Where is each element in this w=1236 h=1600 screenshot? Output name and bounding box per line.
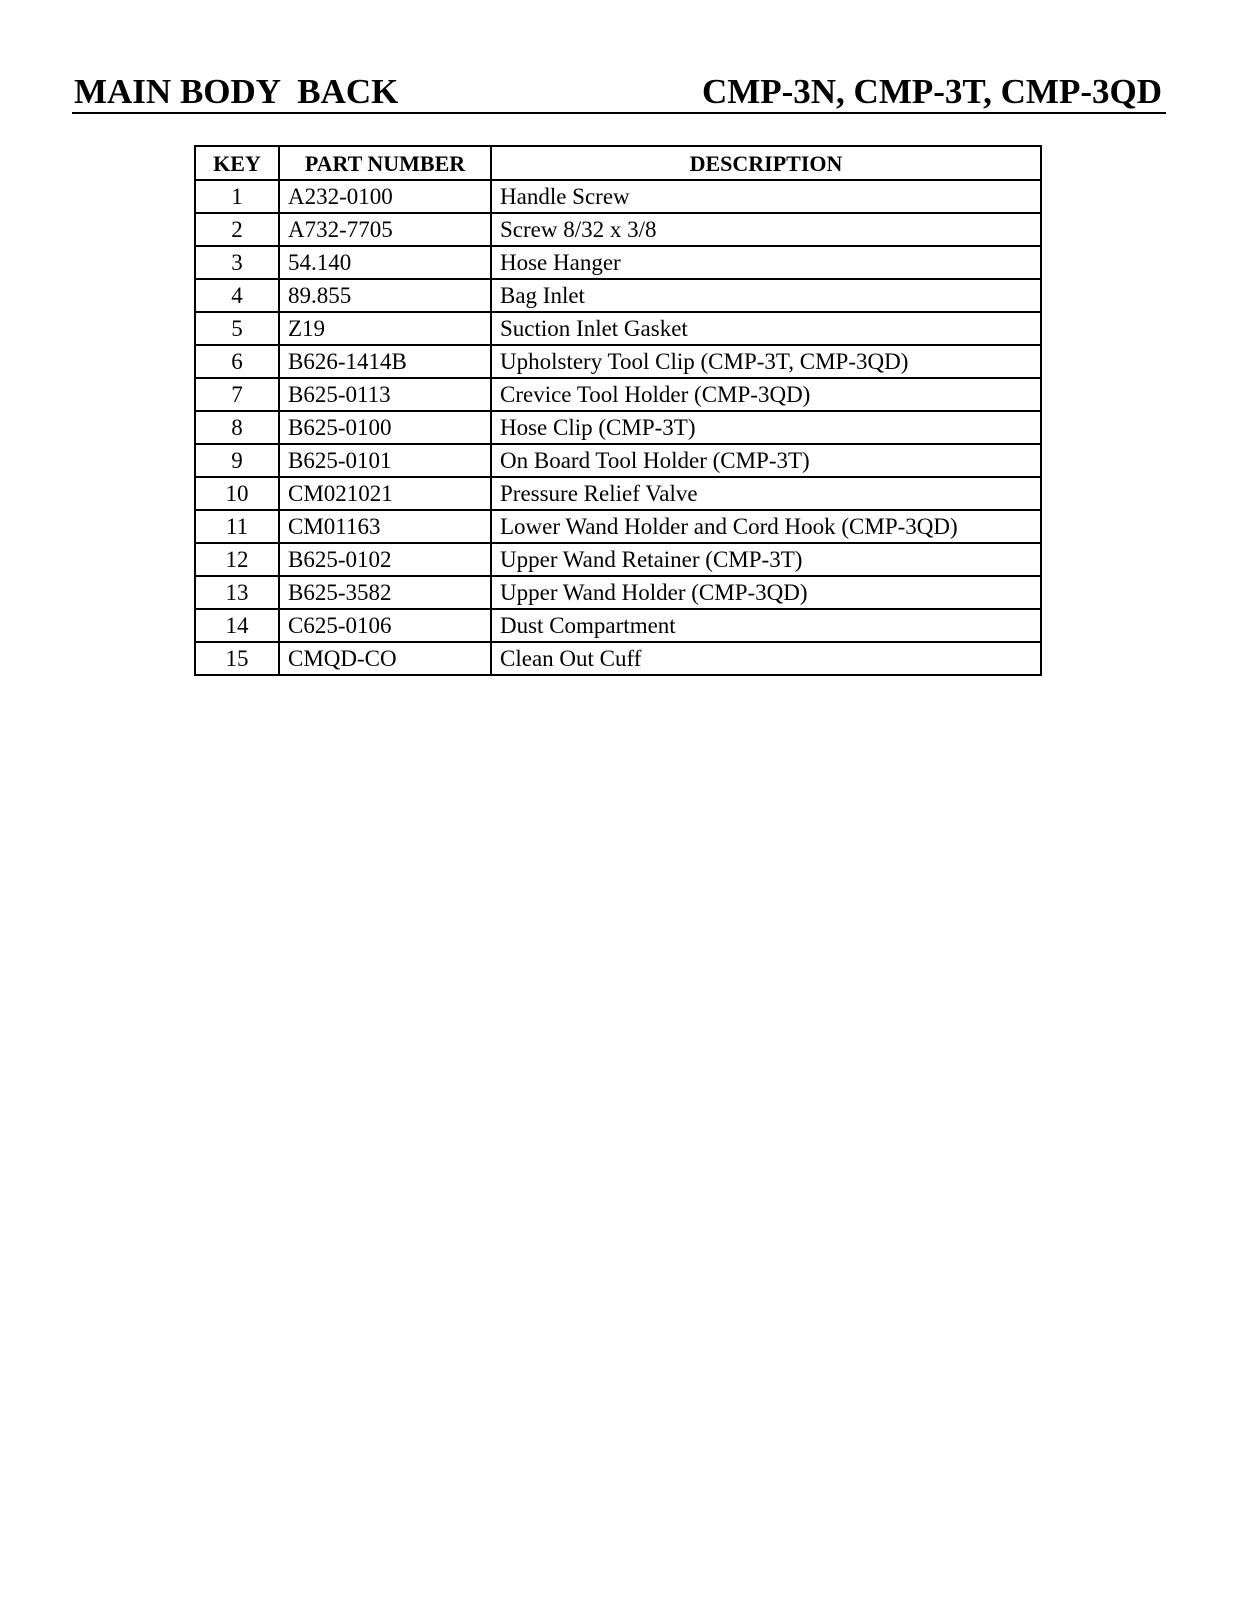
key-cell: 4: [195, 279, 279, 312]
column-header-part-number: PART NUMBER: [279, 146, 491, 180]
part-number-cell: A232-0100: [279, 180, 491, 213]
key-cell: 6: [195, 345, 279, 378]
table-row: [195, 279, 1041, 312]
description-cell: Hose Hanger: [491, 246, 1041, 279]
model-numbers: CMP-3N, CMP-3T, CMP-3QD: [701, 72, 1162, 111]
parts-table: [194, 145, 1042, 676]
description-cell: Screw 8/32 x 3/8: [491, 213, 1041, 246]
table-row: [195, 213, 1041, 246]
table-row: [195, 246, 1041, 279]
part-number-cell: 54.140: [279, 246, 491, 279]
table-row: [195, 180, 1041, 213]
key-cell: 7: [195, 378, 279, 411]
key-cell: 1: [195, 180, 279, 213]
key-cell: 5: [195, 312, 279, 345]
column-header-key: KEY: [195, 146, 279, 180]
table-row: [195, 312, 1041, 345]
description-cell: Upholstery Tool Clip (CMP-3T, CMP-3QD): [491, 345, 1041, 378]
table-header-row: [195, 146, 1041, 180]
table-row: [195, 444, 1041, 477]
description-cell: On Board Tool Holder (CMP-3T): [491, 444, 1041, 477]
key-cell: 8: [195, 411, 279, 444]
table-row: [195, 609, 1041, 642]
key-cell: 11: [195, 510, 279, 543]
column-header-description: DESCRIPTION: [491, 146, 1041, 180]
table-row: [195, 378, 1041, 411]
parts-table-body: [195, 180, 1041, 675]
part-number-cell: A732-7705: [279, 213, 491, 246]
part-number-cell: CMQD-CO: [279, 642, 491, 675]
part-number-cell: B626-1414B: [279, 345, 491, 378]
description-cell: Bag Inlet: [491, 279, 1041, 312]
description-cell: Clean Out Cuff: [491, 642, 1041, 675]
part-number-cell: B625-3582: [279, 576, 491, 609]
description-cell: Suction Inlet Gasket: [491, 312, 1041, 345]
key-cell: 9: [195, 444, 279, 477]
table-row: [195, 345, 1041, 378]
part-number-cell: 89.855: [279, 279, 491, 312]
key-cell: 10: [195, 477, 279, 510]
key-cell: 3: [195, 246, 279, 279]
part-number-cell: B625-0102: [279, 543, 491, 576]
key-cell: 13: [195, 576, 279, 609]
table-row: [195, 642, 1041, 675]
description-cell: Upper Wand Holder (CMP-3QD): [491, 576, 1041, 609]
part-number-cell: C625-0106: [279, 609, 491, 642]
description-cell: Dust Compartment: [491, 609, 1041, 642]
table-row: [195, 543, 1041, 576]
description-cell: Crevice Tool Holder (CMP-3QD): [491, 378, 1041, 411]
part-number-cell: CM021021: [279, 477, 491, 510]
part-number-cell: B625-0101: [279, 444, 491, 477]
table-row: [195, 411, 1041, 444]
key-cell: 2: [195, 213, 279, 246]
description-cell: Lower Wand Holder and Cord Hook (CMP-3QD): [491, 510, 1041, 543]
page-header: [72, 70, 1166, 114]
key-cell: 14: [195, 609, 279, 642]
part-number-cell: CM01163: [279, 510, 491, 543]
table-row: [195, 576, 1041, 609]
key-cell: 15: [195, 642, 279, 675]
description-cell: Pressure Relief Valve: [491, 477, 1041, 510]
part-number-cell: B625-0113: [279, 378, 491, 411]
section-title: MAIN BODY BACK: [74, 72, 399, 111]
table-row: [195, 510, 1041, 543]
part-number-cell: B625-0100: [279, 411, 491, 444]
part-number-cell: Z19: [279, 312, 491, 345]
description-cell: Hose Clip (CMP-3T): [491, 411, 1041, 444]
table-row: [195, 477, 1041, 510]
description-cell: Handle Screw: [491, 180, 1041, 213]
description-cell: Upper Wand Retainer (CMP-3T): [491, 543, 1041, 576]
key-cell: 12: [195, 543, 279, 576]
